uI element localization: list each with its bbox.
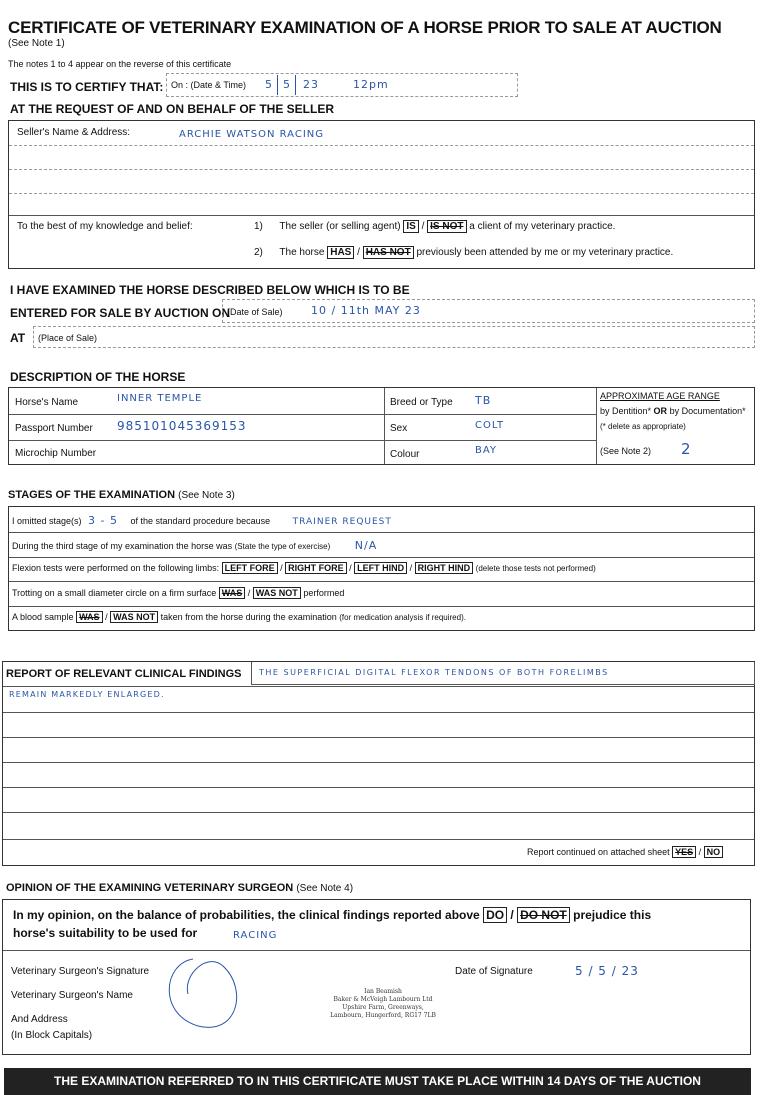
and-address-label: And Address — [11, 1014, 68, 1025]
opinion-do-option[interactable]: DO — [483, 907, 507, 923]
passport-value[interactable]: 985101045369153 — [117, 419, 247, 433]
trot-was-option[interactable]: WAS — [219, 587, 246, 599]
flex-right-hind[interactable]: RIGHT HIND — [415, 562, 474, 574]
opinion-text-1: In my opinion, on the balance of probabilities, the clinical findings reported above DO / DO NOT prejudice this — [13, 908, 652, 922]
certify-month: 5 — [283, 78, 291, 91]
description-table — [8, 387, 755, 465]
omitted-stages-value[interactable]: 3 - 5 — [88, 514, 119, 527]
horse-name-value[interactable]: INNER TEMPLE — [117, 393, 203, 404]
sex-value[interactable]: COLT — [475, 420, 505, 431]
continued-no-option[interactable]: NO — [704, 846, 724, 858]
report-line-1[interactable]: THE SUPERFICIAL DIGITAL FLEXOR TENDONS OF BOTH FORELIMBS — [259, 668, 609, 677]
sale-date-label: (Date of Sale) — [227, 307, 283, 317]
flexion-row: Flexion tests were performed on the following limbs: LEFT FORE / RIGHT FORE / LEFT HIND / RIGHT HIND (delete those tests not performed) — [12, 563, 596, 573]
report-continued: Report continued on attached sheet YES / NO — [527, 847, 723, 857]
sale-date-field[interactable] — [222, 299, 755, 323]
examined-heading-2: ENTERED FOR SALE BY AUCTION ON — [10, 306, 231, 320]
certify-day: 5 — [265, 78, 273, 91]
trot-was-not-option[interactable]: WAS NOT — [253, 587, 301, 599]
colour-value[interactable]: BAY — [475, 445, 498, 456]
report-line-2[interactable]: REMAIN MARKEDLY ENLARGED. — [9, 690, 165, 699]
blood-row: A blood sample WAS / WAS NOT taken from the horse during the examination (for medication analysis if required). — [12, 612, 466, 622]
place-of-sale-field[interactable] — [33, 326, 755, 348]
vet-signature-scribble — [153, 944, 253, 1034]
on-date-label: On : (Date & Time) — [171, 80, 247, 90]
date-signature-label: Date of Signature — [455, 966, 533, 977]
certify-date-field[interactable] — [166, 73, 518, 97]
passport-label: Passport Number — [15, 423, 93, 434]
vet-signature-label: Veterinary Surgeon's Signature — [11, 966, 150, 977]
notes-info: The notes 1 to 4 appear on the reverse of this certificate — [8, 59, 232, 69]
opinion-box — [2, 899, 751, 1055]
horse-name-label: Horse's Name — [15, 397, 79, 408]
seller-label: Seller's Name & Address: — [17, 127, 131, 138]
seller-item-2: 2) The horse HAS / HAS NOT previously been attended by me or my veterinary practice. — [254, 247, 674, 258]
blood-was-option[interactable]: WAS — [76, 611, 103, 623]
report-box — [2, 661, 755, 866]
vet-address-stamp: Ian Beamish Baker & McVeigh Lambourn Ltd Upshire Farm, Greenways, Lambourn, Hungerford, RG17 7LB — [330, 988, 436, 1019]
knowledge-label: To the best of my knowledge and belief: — [17, 221, 193, 232]
certify-year: 23 — [303, 78, 319, 91]
horse-has-not-option[interactable]: HAS NOT — [363, 246, 414, 259]
date-signature-value[interactable]: 5 / 5 / 23 — [575, 964, 639, 978]
sex-label: Sex — [390, 423, 408, 434]
description-heading: DESCRIPTION OF THE HORSE — [10, 370, 186, 384]
vet-name-label: Veterinary Surgeon's Name — [11, 990, 133, 1001]
stages-table — [8, 506, 755, 631]
block-capitals-label: (In Block Capitals) — [11, 1030, 93, 1041]
report-heading: REPORT OF RELEVANT CLINICAL FINDINGS — [6, 668, 242, 680]
request-heading: AT THE REQUEST OF AND ON BEHALF OF THE SELLER — [10, 102, 334, 116]
omitted-row: I omitted stage(s) 3 - 5 of the standard procedure because TRAINER REQUEST — [12, 514, 392, 527]
opinion-text-3: horse's suitability to be used for — [13, 926, 198, 940]
third-stage-value[interactable]: N/A — [354, 539, 378, 552]
trotting-row: Trotting on a small diameter circle on a firm surface WAS / WAS NOT performed — [12, 588, 345, 598]
certify-time: 12pm — [353, 78, 389, 91]
age-by-line: by Dentition* OR by Documentation* — [600, 406, 746, 416]
place-of-sale-label: (Place of Sale) — [38, 333, 98, 343]
colour-label: Colour — [390, 449, 420, 460]
microchip-label: Microchip Number — [15, 448, 97, 459]
age-value[interactable]: 2 — [681, 440, 692, 458]
horse-has-option[interactable]: HAS — [327, 246, 354, 259]
third-stage-row: During the third stage of my examination the horse was (State the type of exercise) N/A — [12, 539, 378, 552]
continued-yes-option[interactable]: YES — [672, 846, 696, 858]
at-label: AT — [10, 331, 26, 345]
stages-heading: STAGES OF THE EXAMINATION (See Note 3) — [8, 489, 235, 501]
see-note-1: (See Note 1) — [8, 38, 65, 49]
opinion-use-value[interactable]: RACING — [233, 930, 278, 941]
breed-value[interactable]: TB — [475, 394, 492, 407]
age-delete-note: (* delete as appropriate) — [600, 422, 686, 431]
opinion-heading: OPINION OF THE EXAMINING VETERINARY SURGEON (See Note 4) — [6, 882, 354, 894]
omitted-reason-value[interactable]: TRAINER REQUEST — [292, 517, 392, 527]
blood-was-not-option[interactable]: WAS NOT — [110, 611, 158, 623]
seller-item-1: 1) The seller (or selling agent) IS / IS NOT a client of my veterinary practice. — [254, 221, 616, 232]
opinion-do-not-option[interactable]: DO NOT — [517, 907, 570, 923]
breed-label: Breed or Type — [390, 397, 453, 408]
age-title: APPROXIMATE AGE RANGE — [600, 391, 720, 401]
seller-box — [8, 120, 755, 269]
footer-banner: THE EXAMINATION REFERRED TO IN THIS CERTIFICATE MUST TAKE PLACE WITHIN 14 DAYS OF THE AUCTION — [4, 1068, 751, 1095]
flex-right-fore[interactable]: RIGHT FORE — [285, 562, 347, 574]
certificate-title: CERTIFICATE OF VETERINARY EXAMINATION OF A HORSE PRIOR TO SALE AT AUCTION — [8, 18, 722, 37]
seller-is-option[interactable]: IS — [403, 220, 418, 233]
seller-value[interactable]: ARCHIE WATSON RACING — [179, 129, 324, 140]
certify-label: THIS IS TO CERTIFY THAT: — [10, 80, 164, 94]
flex-left-hind[interactable]: LEFT HIND — [354, 562, 407, 574]
flex-left-fore[interactable]: LEFT FORE — [222, 562, 278, 574]
age-see-note: (See Note 2) — [600, 446, 652, 456]
sale-date-value: 10 / 11th MAY 23 — [311, 304, 421, 317]
seller-is-not-option[interactable]: IS NOT — [427, 220, 466, 233]
examined-heading-1: I HAVE EXAMINED THE HORSE DESCRIBED BELOW WHICH IS TO BE — [10, 283, 410, 297]
